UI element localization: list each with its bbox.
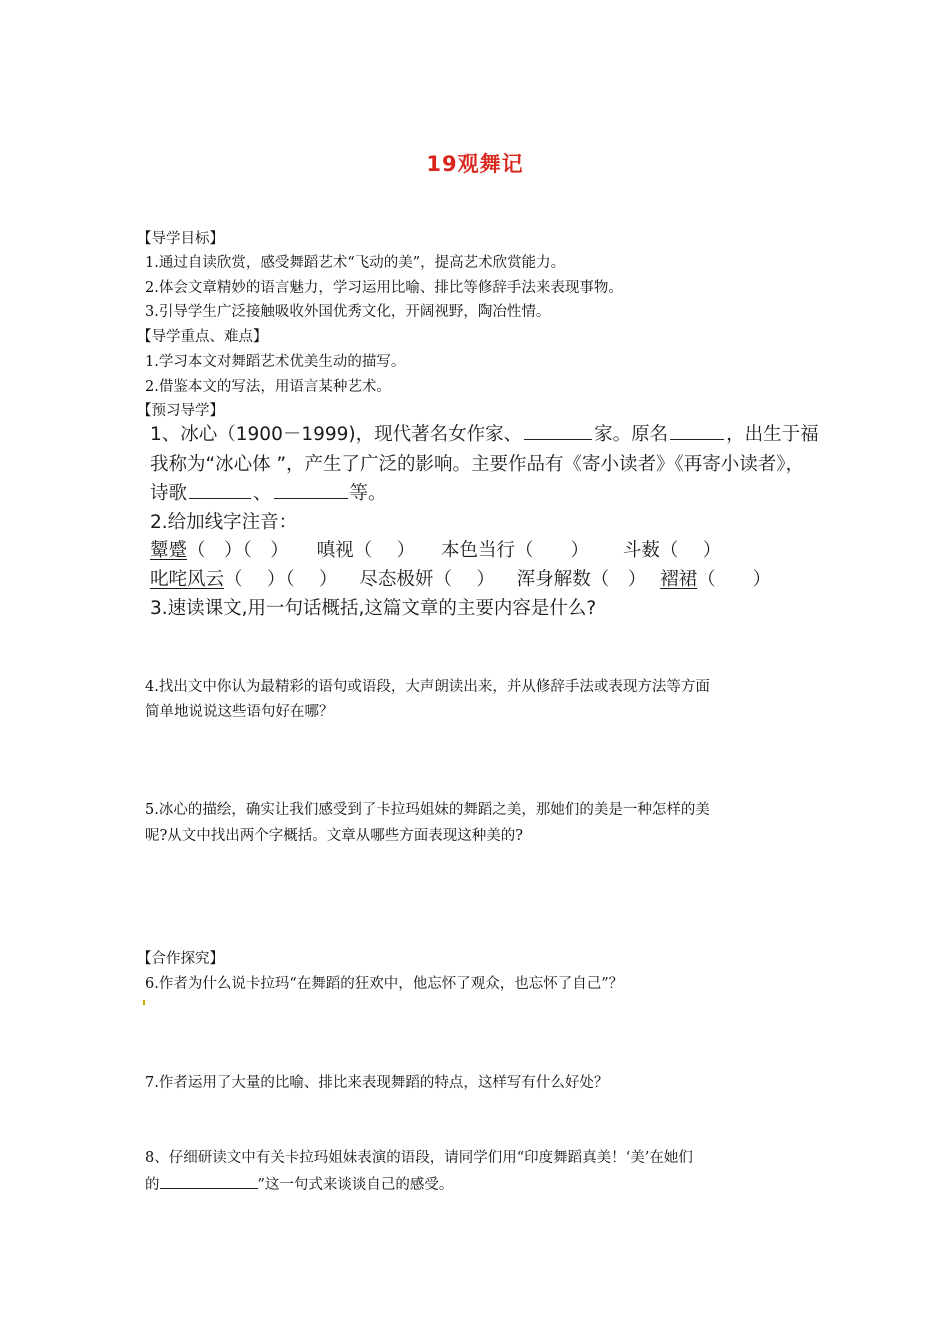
pinyin-word: 颦蹙 [150, 540, 188, 561]
section-heading-cooperation: 【合作探究】 [137, 951, 224, 967]
pinyin-paren: （ ） [697, 569, 772, 590]
pinyin-word: 本色当行 [440, 540, 515, 561]
page-title: 19观舞记 [426, 152, 524, 176]
question-3: 3.速读课文,用一句话概括,这篇文章的主要内容是什么? [150, 598, 597, 619]
q8-text-b: ”这一句式来谈谈自己的感受。 [257, 1177, 454, 1193]
question-1-line-3 [150, 480, 387, 507]
q1-text-end: 等。 [349, 483, 387, 504]
q8-blank[interactable] [160, 1173, 258, 1189]
question-4-line-1: 4.找出文中你认为最精彩的语句或语段，大声朗读出来，并从修辞手法或表现方法等方面 [145, 679, 710, 695]
pinyin-word: 浑身解数 [516, 569, 591, 590]
question-6: 6.作者为什么说卡拉玛“在舞蹈的狂欢中，他忘怀了观众，也忘怀了自己”？ [145, 976, 624, 992]
q1-text-c: ，出生于福 [726, 424, 819, 445]
question-4-line-2: 简单地说说这些语句好在哪？ [145, 704, 334, 720]
q1-blank-1[interactable] [524, 421, 592, 440]
question-8-line-2 [145, 1173, 453, 1195]
goal-item-1: 1.通过自读欣赏，感受舞蹈艺术“飞动的美”，提高艺术欣赏能力。 [145, 255, 566, 271]
pinyin-paren: （ ） [514, 540, 589, 561]
q1-blank-4[interactable] [274, 480, 348, 499]
q1-text-sep: 、 [253, 483, 272, 504]
pinyin-paren: （ ）（ ） [187, 540, 289, 561]
goal-item-3: 3.引导学生广泛接触吸收外国优秀文化，开阔视野，陶冶性情。 [145, 304, 551, 320]
pinyin-word: 尽态极妍 [359, 569, 434, 590]
pinyin-row-2 [150, 567, 771, 593]
q1-text-b: 家。原名 [594, 424, 669, 445]
question-2-label: 2.给加线字注音： [150, 512, 298, 533]
pinyin-word: 斗薮 [622, 540, 660, 561]
stray-mark [143, 1000, 145, 1005]
key-point-2: 2.借鉴本文的写法，用语言某种艺术。 [145, 379, 391, 395]
pinyin-word: 叱咤风云 [150, 569, 225, 590]
pinyin-paren: （ ） [433, 569, 495, 590]
key-point-1: 1.学习本文对舞蹈艺术优美生动的描写。 [145, 354, 406, 370]
q1-blank-3[interactable] [189, 480, 251, 499]
section-heading-preview: 【预习导学】 [137, 403, 224, 419]
question-1-line-2: 我称为“冰心体 ”，产生了广泛的影响。主要作品有《寄小读者》《再寄小读者》， [150, 454, 805, 475]
section-heading-key-points: 【导学重点、难点】 [137, 329, 268, 345]
question-5-line-1: 5.冰心的描绘，确实让我们感受到了卡拉玛姐妹的舞蹈之美，那她们的美是一种怎样的美 [145, 802, 710, 818]
question-7: 7.作者运用了大量的比喻、排比来表现舞蹈的特点，这样写有什么好处？ [145, 1075, 609, 1091]
question-5-line-2: 呢?从文中找出两个字概括。文章从哪些方面表现这种美的? [145, 828, 524, 844]
q8-text-a: 的 [145, 1177, 160, 1193]
pinyin-paren: （ ） [590, 569, 647, 590]
pinyin-paren: （ ）（ ） [224, 569, 338, 590]
section-heading-goals: 【导学目标】 [137, 231, 224, 247]
q1-text-a: 1、冰心（1900－1999)，现代著名女作家、 [150, 424, 523, 445]
pinyin-word: 褶裙 [660, 569, 698, 590]
q1-blank-2[interactable] [670, 421, 724, 440]
question-8-line-1: 8、仔细研读文中有关卡拉玛姐妹表演的语段，请同学们用“印度舞蹈真美！‘美’在她们 [145, 1150, 693, 1166]
question-1-line-1 [150, 421, 819, 448]
pinyin-word: 嗔视 [316, 540, 354, 561]
q1-text-poetry: 诗歌 [150, 483, 188, 504]
pinyin-paren: （ ） [353, 540, 416, 561]
pinyin-row-1 [150, 538, 721, 564]
pinyin-paren: （ ） [659, 540, 722, 561]
goal-item-2: 2.体会文章精妙的语言魅力，学习运用比喻、排比等修辞手法来表现事物。 [145, 280, 623, 296]
